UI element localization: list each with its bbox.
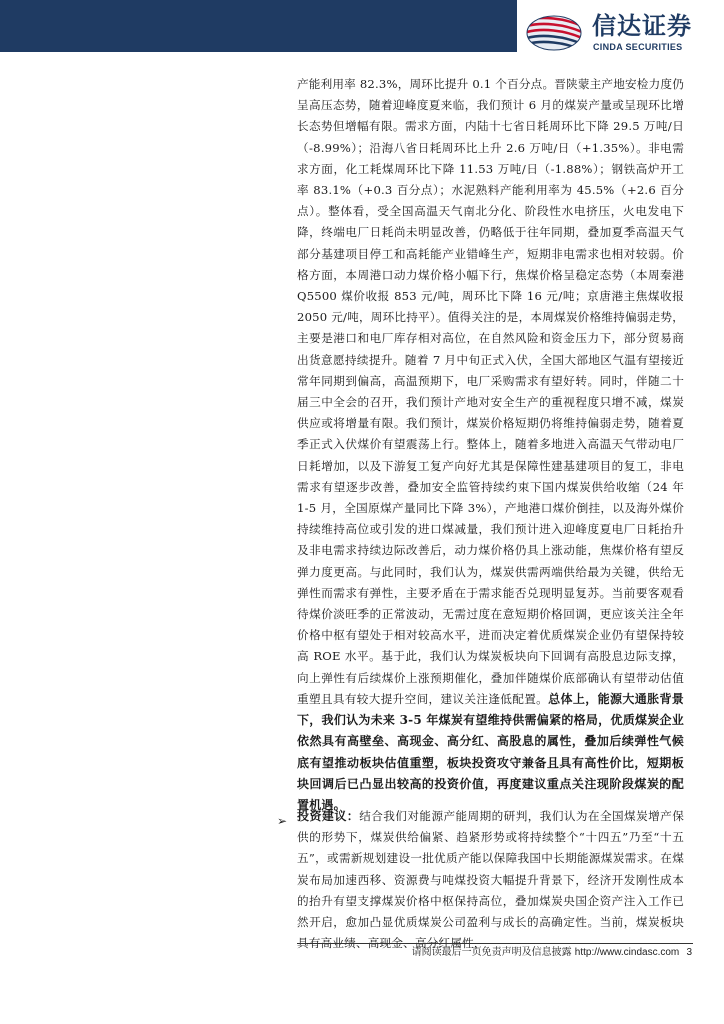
body-paragraph-investment-advice xyxy=(297,806,684,954)
footer-divider xyxy=(297,943,693,944)
brand-name-en: CINDA SECURITIES xyxy=(593,42,683,52)
market-review-text: 产能利用率 82.3%，周环比提升 0.1 个百分点。晋陕蒙主产地安检力度仍呈高压态势，随着迎峰度夏来临，我们预计 6 月的煤炭产量或呈现环比增长态势但增幅有限。需求方面，内陆十七省日耗周环比下降 29.5 万吨/日（-8.99%）；沿海八省日耗周环比上升 2.6 万吨/日（+1.35%）。非电需求方面，化工耗煤周环比下降 11.53 万吨/日（-1.88%）；钢铁高炉开工率 83.1%（+0.3 百分点）；水泥熟料产能利用率为 45.5%（+2.6 百分点）。整体看，受全国高温天气南北分化、阶段性水电挤压，火电发电下降，终端电厂日耗尚未明显改善，仍略低于往年同期，叠加夏季高温天气部分基建项目停工和高耗能产业错峰生产，短期非电需求也相对较弱。价格方面，本周港口动力煤价格小幅下行，焦煤价格呈稳定态势（本周秦港 Q5500 煤价收报 853 元/吨，周环比下降 16 元/吨；京唐港主焦煤收报 2050 元/吨，周环比持平）。值得关注的是，本周煤炭价格维持偏弱走势，主要是港口和电厂库存相对高位，在自然风险和资金压力下，部分贸易商出货意愿持续提升。随着 7 月中旬正式入伏，全国大部地区气温有望接近常年同期到偏高，高温预期下，电厂采购需求有望好转。同时，伴随二十届三中全会的召开，我们预计产地对安全生产的重视程度只增不减，煤炭供应或将增量有限。我们预计，煤炭价格短期仍将维持偏弱走势，随着夏季正式入伏煤价有望震荡上行。整体上，随着多地进入高温天气带动电厂日耗增加，以及下游复工复产向好尤其是保障性建基建项目的复工，非电需求有望逐步改善，叠加安全监管持续约束下国内煤炭供给收缩（24 年 1-5 月，全国原煤产量同比下降 3%），产地港口煤价倒挂，以及海外煤价持续维持高位或引发的进口煤减量，我们预计进入迎峰度夏电厂日耗抬升及非电需求持续边际改善后，动力煤价格仍具上涨动能，焦煤价格有望反弹力度更高。与此同时，我们认为，煤炭供需两端供给最为关键，供给无弹性而需求有弹性，主要矛盾在于需求能否兑现明显复苏。当前要客观看待煤价淡旺季的正常波动，无需过度在意短期价格回调，更应该关注全年价格中枢有望处于相对较高水平，进而决定着优质煤炭企业仍有望保持较高 ROE 水平。基于此，我们认为煤炭板块向下回调有高股息边际支撑，向上弹性有后续煤价上涨预期催化，叠加伴随煤价底部确认有望带动估值重塑且具有较大提升空间，建议关注逢低配置。 xyxy=(297,77,684,706)
cinda-logo-icon xyxy=(524,12,588,52)
investment-advice-text: 结合我们对能源产能周期的研判，我们认为在全国煤炭增产保供的形势下，煤炭供给偏紧、趋紧形势或将持续整个“十四五”乃至“十五五”，或需新规划建设一批优质产能以保障我国中长期能源煤炭需求。在煤炭布局加速西移、资源费与吨煤投资大幅提升背景下，经济开发刚性成本的抬升有望支撑煤炭价格中枢保持高位，叠加煤炭央国企资产注入工作已然开启，愈加凸显优质煤炭公司盈利与成长的高确定性。当前，煤炭板块具有高业绩、高现金、高分红属性， xyxy=(297,809,684,951)
page-number: 3 xyxy=(686,947,692,958)
page-footer xyxy=(412,946,692,960)
footer-disclaimer: 请阅读最后一页免责声明及信息披露 xyxy=(411,947,572,958)
footer-website-link[interactable]: http://www.cindasc.com xyxy=(574,947,680,958)
company-logo xyxy=(524,8,719,54)
header-banner xyxy=(0,0,517,52)
bullet-arrow-icon: ➢ xyxy=(277,814,288,828)
investment-advice-label: 投资建议： xyxy=(297,809,360,823)
body-paragraph-market-review xyxy=(297,74,684,816)
market-review-conclusion: 总体上，能源大通胀背景下，我们认为未来 3-5 年煤炭有望维持供需偏紧的格局，优质煤炭企业依然具有高壁垒、高现金、高分红、高股息的属性，叠加后续弹性气候底有望推动板块估值重塑，板块投资攻守兼备且具有高性价比，短期板块回调后已凸显出较高的投资价值，再度建议重点关注现阶段煤炭的配置机遇。 xyxy=(297,691,685,812)
brand-name-cn: 信达证券 xyxy=(592,12,692,40)
